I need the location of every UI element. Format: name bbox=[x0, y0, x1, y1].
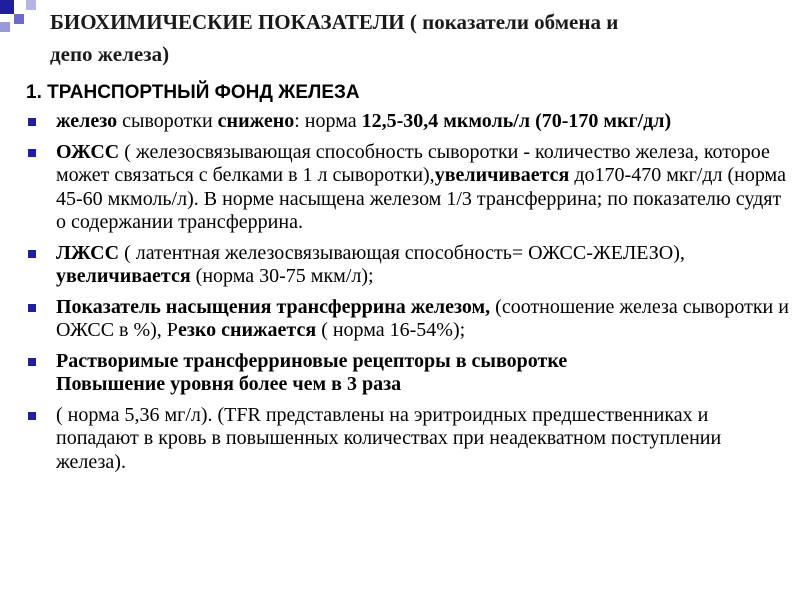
text-bold: железо bbox=[56, 110, 118, 132]
text-bold: езко снижается bbox=[177, 319, 317, 341]
list-item-serum-iron bbox=[26, 110, 796, 134]
square-bullet-icon bbox=[28, 149, 36, 157]
square-bullet-icon bbox=[28, 118, 36, 126]
list-item-ozhss bbox=[26, 141, 796, 235]
title-line-1: БИОХИМИЧЕСКИЕ ПОКАЗАТЕЛИ ( показатели обмена и bbox=[50, 10, 619, 34]
list-item-transferrin-saturation bbox=[26, 296, 796, 343]
decorative-square-icon bbox=[0, 0, 14, 14]
square-bullet-icon bbox=[28, 412, 36, 420]
text-bold: увеличивается bbox=[56, 265, 191, 287]
text-bold: увеличивается bbox=[434, 164, 570, 186]
text: ( норма 5,36 мг/л). (TFR представлены на эритроидных предшественниках и попадают в кровь в повышенных количествах при неадекватном поступлении железа). bbox=[56, 403, 722, 473]
text-bold: Повышение уровня более чем в 3 раза bbox=[56, 373, 402, 395]
list-item-soluble-receptors bbox=[26, 350, 796, 397]
decorative-square-icon bbox=[0, 22, 10, 32]
text: сыворотки bbox=[117, 110, 218, 132]
square-bullet-icon bbox=[28, 358, 36, 366]
text: ( железосвязывающая способность сыворотки - количество железа, которое может связаться с белками в 1 л сыворотки), bbox=[56, 140, 770, 186]
section-number: 1. bbox=[26, 82, 42, 103]
list-item-lzhss bbox=[26, 242, 796, 289]
square-bullet-icon bbox=[28, 304, 36, 312]
decorative-square-icon bbox=[14, 14, 24, 24]
decorative-square-icon bbox=[26, 0, 36, 10]
text: до170-470 мкг/дл (норма 45-60 мкмоль/л). В норме насыщена железом 1/3 трансферрина; по показателю судят о содержании трансферрина. bbox=[56, 164, 786, 233]
text-bold: ОЖСС bbox=[56, 140, 120, 163]
square-bullet-icon bbox=[28, 250, 36, 258]
section-title: ТРАНСПОРТНЫЙ ФОНД ЖЕЛЕЗА bbox=[47, 82, 360, 103]
text-bold: Растворимые трансферриновые рецепторы в сыворотке bbox=[56, 349, 568, 372]
text-bold: ЛЖСС bbox=[56, 241, 120, 264]
text: (соотношение железа сыворотки и ОЖСС в %), Р bbox=[56, 295, 789, 341]
text: ( норма 16-54%); bbox=[316, 319, 466, 341]
bullet-list bbox=[26, 110, 796, 481]
text-bold: снижено bbox=[217, 110, 295, 132]
section-heading bbox=[26, 80, 360, 106]
text-bold: Показатель насыщения трансферрина железом, bbox=[56, 295, 491, 318]
text: : норма bbox=[294, 110, 362, 132]
text-bold: 12,5-30,4 мкмоль/л (70-170 мкг/дл) bbox=[361, 110, 672, 132]
text: (норма 30-75 мкм/л); bbox=[190, 265, 374, 287]
title-line-2: депо железа) bbox=[50, 42, 170, 66]
slide-title bbox=[50, 6, 790, 70]
list-item-tfr-norm bbox=[26, 404, 796, 475]
text: ( латентная железосвязывающая способность= ОЖСС-ЖЕЛЕЗО), bbox=[119, 241, 685, 264]
